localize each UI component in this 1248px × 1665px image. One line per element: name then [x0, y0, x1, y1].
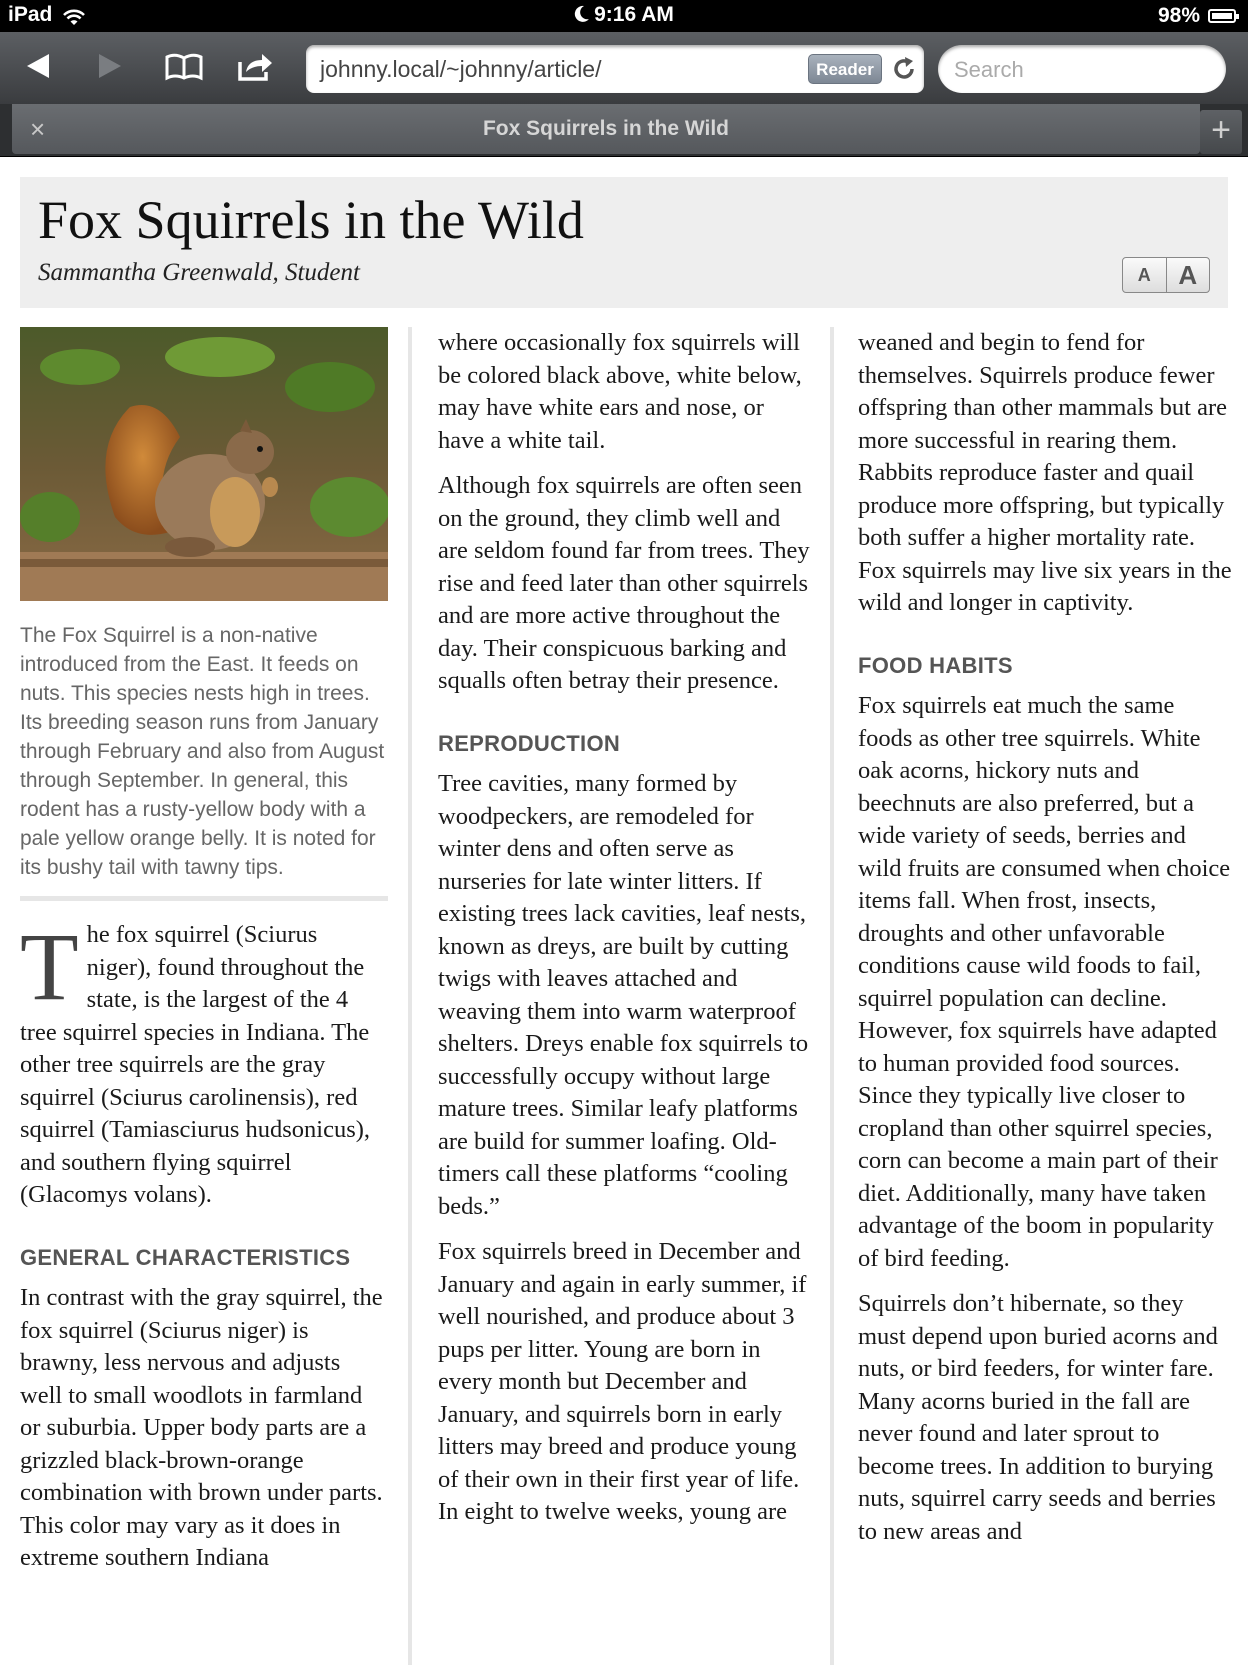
status-time	[0, 3, 1248, 27]
forward-arrow-icon	[95, 51, 125, 81]
address-bar[interactable]	[306, 45, 924, 93]
reproduction-paragraph-1: Tree cavities, many formed by woodpeckers, are remodeled for winter dens and often serve as nurseries for late winter litters. If existing trees lack cavities, leaf nests, known as dreys, are built by cutting twigs with leaves attached and weaving them into warm waterproof shelters. Dreys enable fox squirrels to successfully occupy without large mature trees. Similar leafy platforms are build for summer loafing. Old-timers call these platforms “cooling beds.”	[438, 770, 809, 1220]
device-label: iPad	[8, 3, 53, 26]
status-bar	[0, 0, 1248, 32]
article-column-3	[858, 327, 1234, 1561]
column-divider	[830, 327, 834, 1665]
section-heading-reproduction: REPRODUCTION	[438, 730, 621, 756]
forward-button[interactable]	[88, 46, 132, 86]
share-icon	[234, 50, 274, 82]
bookmarks-book-icon	[164, 51, 204, 81]
fox-squirrel-photo	[20, 327, 388, 601]
column-divider	[408, 327, 412, 1665]
time-label: 9:16 AM	[594, 3, 674, 26]
article-header	[20, 177, 1228, 308]
back-button[interactable]	[16, 46, 60, 86]
intro-text: he fox squirrel (Sciurus niger), found throughout the state, is the largest of the 4 tree squirrel species in Indiana. The other tree squirrels are the gray squirrel (Sciurus carolinensis), red squirrel (Tamiasciurus hudsonicus), and southern flying squirrel (Glacomys volans).	[20, 921, 371, 1208]
section-heading-general: GENERAL CHARACTERISTICS	[20, 1244, 351, 1270]
general-paragraph-continued: where occasionally fox squirrels will be colored black above, white below, may have white ears and nose, or have a white tail.	[438, 329, 802, 454]
drop-cap: T	[20, 913, 79, 1020]
battery-percent: 98%	[1157, 4, 1200, 27]
browser-toolbar	[0, 32, 1248, 104]
reproduction-paragraph-2-continued: weaned and begin to fend for themselves. Squirrels produce fewer offspring than other mammals but are more successful in rearing them. Rabbits reproduce faster and quail produce more offspring, but typically both suffer a higher mortality rate. Fox squirrels may live six years in the wild and longer in captivity.	[858, 329, 1232, 616]
search-field[interactable]: Search	[938, 45, 1226, 93]
general-paragraph-2: Although fox squirrels are often seen on the ground, they climb well and are seldom found far from trees. They rise and feed later than other squirrels and are more active throughout the day. Their conspicuous barking and squalls often betray their presence.	[438, 472, 810, 694]
share-button[interactable]	[232, 46, 276, 86]
reload-icon[interactable]	[890, 55, 918, 83]
article-byline: Sammantha Greenwald, Student	[38, 259, 360, 286]
battery-icon	[1208, 9, 1236, 23]
general-paragraph: In contrast with the gray squirrel, the fox squirrel (Sciurus niger) is brawny, less nervous and adjusts well to small woodlots in farmland or suburbia. Upper body parts are a grizzled black-brown-orange combination with brown under parts. This color may vary as it does in extreme southern Indiana	[20, 1284, 383, 1571]
article-column-1	[20, 327, 388, 1588]
food-paragraph-1: Fox squirrels eat much the same foods as other tree squirrels. White oak acorns, hickory nuts and beechnuts are also preferred, but a wide variety of seeds, berries and wild fruits are consumed when choice items fall. When frost, insects, droughts and other unfavorable conditions cause wild foods to fail, squirrel population can decline. However, fox squirrels have adapted to human provided food sources. Since they typically live closer to cropland than other squirrel species, corn can become a main part of their diet. Additionally, many have taken advantage of the boom in popularity of bird feeding.	[858, 692, 1231, 1272]
reader-button[interactable]: Reader	[808, 54, 882, 84]
new-tab-button[interactable]: +	[1200, 110, 1242, 154]
increase-font-button[interactable]: A	[1178, 260, 1198, 290]
url-text: johnny.local/~johnny/article/	[320, 56, 602, 82]
article-title: Fox Squirrels in the Wild	[38, 190, 584, 250]
tab-bar	[0, 104, 1248, 157]
article-column-2	[438, 327, 814, 1542]
section-heading-food: FOOD HABITS	[858, 652, 1013, 678]
font-size-control	[1122, 257, 1210, 293]
tab-active[interactable]	[12, 104, 1200, 154]
tab-title: Fox Squirrels in the Wild	[482, 117, 729, 140]
photo-caption: The Fox Squirrel is a non-native introduced from the East. It feeds on nuts. This species nests high in trees. Its breeding season runs from January through February and also from August through September. In general, this rodent has a rusty-yellow body with a pale yellow orange belly. It is noted for its bushy tail with tawny tips.	[20, 621, 388, 901]
bookmarks-button[interactable]	[162, 46, 206, 86]
do-not-disturb-icon	[574, 5, 590, 23]
tab-close-icon[interactable]: ×	[30, 114, 46, 144]
reader-view	[0, 157, 1248, 1664]
intro-paragraph	[20, 913, 388, 1212]
back-arrow-icon	[23, 51, 53, 81]
reproduction-paragraph-2: Fox squirrels breed in December and January and again in early summer, if well nourished, and produce about 3 pups per litter. Young are born in every month but December and January, and squirrels born in early litters may breed and produce young of their own in their first year of life. In eight to twelve weeks, young are	[438, 1238, 807, 1525]
food-paragraph-2: Squirrels don’t hibernate, so they must depend upon buried acorns and nuts, or bird feeders, for winter fare. Many acorns buried in the fall are never found and later sprout to become trees. In addition to burying nuts, squirrel carry seeds and berries to new areas and	[858, 1290, 1218, 1545]
decrease-font-button[interactable]: A	[1123, 258, 1167, 292]
